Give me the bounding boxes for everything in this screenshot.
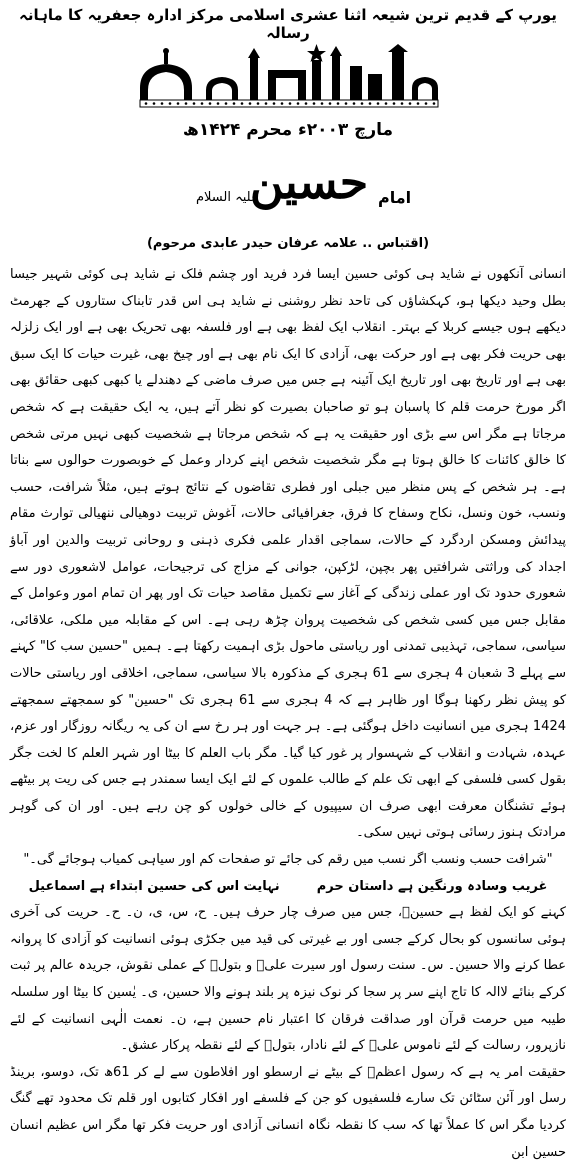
verse-couplet <box>10 874 566 901</box>
pull-quote: "شرافت حسب ونسب اگر نسب میں رقم کی جائے تو صفحات کم اور سیاہی کمیاب ہوجائے گی۔" <box>23 852 553 868</box>
article-body <box>10 262 566 1166</box>
verse-line-right: غریب وسادہ ورنگین ہے داستان حرم <box>316 878 548 894</box>
title-prefix: امام <box>378 188 412 207</box>
magazine-tagline: یورپ کے قدیم ترین شیعہ اثنا عشری اسلامی مرکز ادارہ جعفریہ کا ماہانہ رسالہ <box>19 6 557 42</box>
title-suffix: علیہ السلام <box>196 190 259 205</box>
article-title: حسین <box>249 155 369 209</box>
issue-date: مارچ ۲۰۰۳ء محرم ۱۴۲۴ھ <box>182 120 394 140</box>
verse-line-left: نہایت اس کی حسین ابتداء ہے اسماعیل <box>28 878 280 894</box>
body-paragraph: انسانی آنکھوں نے شاید ہی کوئی حسین ایسا فرد فرید اور چشم فلک نے شاید ہی کوئی شہیر جیسا بطل وحید دیکھا ہو، کہکشاؤں کی تاحد نظر روشنی نے شاید ہی اس قدر تابناک ستاروں کے جھرمٹ دیکھے ہوں جیسے کربلا کے بہتر۔ انقلاب ایک لفظ بھی ہے اور فلسفہ بھی تحریک بھی ہے اور ایک زلزلہ بھی حریت فکر بھی ہے اور حرکت بھی، آزادی کا ایک نام بھی ہے اور چیخ بھی، غیرت حیات کا ایک سبق بھی ہے اور تاریخ بھی اور تاریخ ایک آئینہ ہے جس میں صرف ماضی کے دھندلے یا کبھی کبھی حقائق بھی اگر مورخ حرمت قلم کا پاسبان ہو تو صاحبان بصیرت کو نظر آتے ہیں، یہ ایک حقیقت ہے کہ شخص مرجاتا ہے مگر اس سے بڑی اور حقیقت یہ ہے کہ شخص مرجاتا ہے شخصیت کبھی نہیں مرتی شخص کا خالق کائنات کا خالق ہوتا ہے مگر شخصیت شخص اپنے کردار وعمل کے خوبصورت حوالوں سے بناتا ہے۔ ہر شخص کے پس منظر میں جبلی اور فطری تقاضوں کے نتائج ہوتے ہیں، مثلاً شرافت، حسب ونسب، خون ونسل، نکاح وسفاح کا فرق، جغرافیائی حالات، آغوش تربیت دوھیالی ننھیالی توارث مقام پیدائش ومسکن اردگرد کے حالات، سماجی اقدار علمی فکری ذہنی و روحانی تربیت والدین اور آباؤ اجداد کی وراثتی شرافتیں پھر بچپن، لڑکپن، جوانی کے مزاج کی ترجیحات، عوامل لاشعوری دور سے شعوری حدود تک اور عملی زندگی کے آغاز سے تکمیل مقاصد حیات تک اور پھر ان تمام امور وعوامل کے مقابل جس میں کسی شخص کی شخصیت پروان چڑھ رہی ہے۔ اس کے مقابلہ میں ملکی، علاقائی، سیاسی، سماجی، تہذیبی تمدنی اور ریاستی ماحول بڑی اہمیت رکھتا ہے۔ ہمیں "حسین سب کا" کہنے سے پہلے 3 شعبان 4 ہجری سے 61 ہجری کے مذکورہ بالا سیاسی، سماجی، اخلاقی اور ریاستی حالات کو پیش نظر رکھنا ہوگا اور ظاہر ہے کہ 4 ہجری سے 61 ہجری تک "حسین" کو سمجھتے سمجھتے 1424 ہجری میں انسانیت داخل ہوگئی ہے۔ ہر جہت اور ہر رخ سے ان کی یہ ریگانہ روزگار اور عزم، عہدہ، شہادت و انقلاب کے شہسوار پر غور کیا گیا۔ مگر باب العلم کا بیٹا اور شہر العلم کا لخت جگر بقول کسی فلسفی کے ابھی تک علم کے طالب علموں کے لئے ایک ایسا سمندر ہے جس کی ریت پر بیٹھے ہوئے تشنگان معرفت ابھی صرف ان سیپیوں کے خالی خولوں کو چن رہے ہیں۔ اور ان کی گوہر مرادتک ہنوز رسائی ہوتی نہیں سکی۔ <box>10 267 567 841</box>
article-title-block <box>0 152 576 222</box>
body-paragraph: حقیقت امر یہ ہے کہ رسول اعظمؐ کے بیٹے نے ارسطو اور افلاطون سے لے کر 61ھ تک، دوسو، برینڈ رسل اور آئن سٹائن تک سارے فلسفیوں کو جن کے فلسفے اور افکار کتابوں اور قلم تک محدود تھے گنگ کردیا مگر اس کا عملاً تھا کہ سب کا نقطہ نگاہ انسانی آزادی اور حریت فکر تھا مگر اس عظیم انسان حسین ابن <box>10 1064 566 1160</box>
article-byline: (اقتباس .. علامہ عرفان حیدر عابدی مرحوم) <box>146 236 430 251</box>
ornate-calligraphic-masthead-icon <box>136 44 442 110</box>
body-paragraph: کہنے کو ایک لفظ ہے حسینؑ، جس میں صرف چار حرف ہیں۔ ح، س، ی، ن۔ ح۔ حریت کی آخری ہوئی سانسوں کو بحال کرکے جسی اور بے غیرتی کی قید میں جکڑی ہوئی انسانیت کو آزادی کا پروانہ عطا کرنے والا حسین۔ س۔ سنت رسول اور سیرت علیؑ و بتولؑ کے عملی نقوش، جریدہ عالم پر ثبت کرکے بنائے لاالہ کا تاج اپنے سر پر سجا کر نوک نیزہ پر بلند ہونے والا حسین، ی۔ یٰسین کا بیٹا اور سلسلہ طیبہ میں حرمت قرآن اور صداقت فرقان کا اعتبار نام حسین ہے، ن۔ نعمت الٰہی انسانیت کے لئے نازپرور، رسالت کے لئے ناموس علیؑ کے لئے نادار، بتولؑ کے لئے نقطہ پرکار عشق۔ <box>10 905 566 1054</box>
